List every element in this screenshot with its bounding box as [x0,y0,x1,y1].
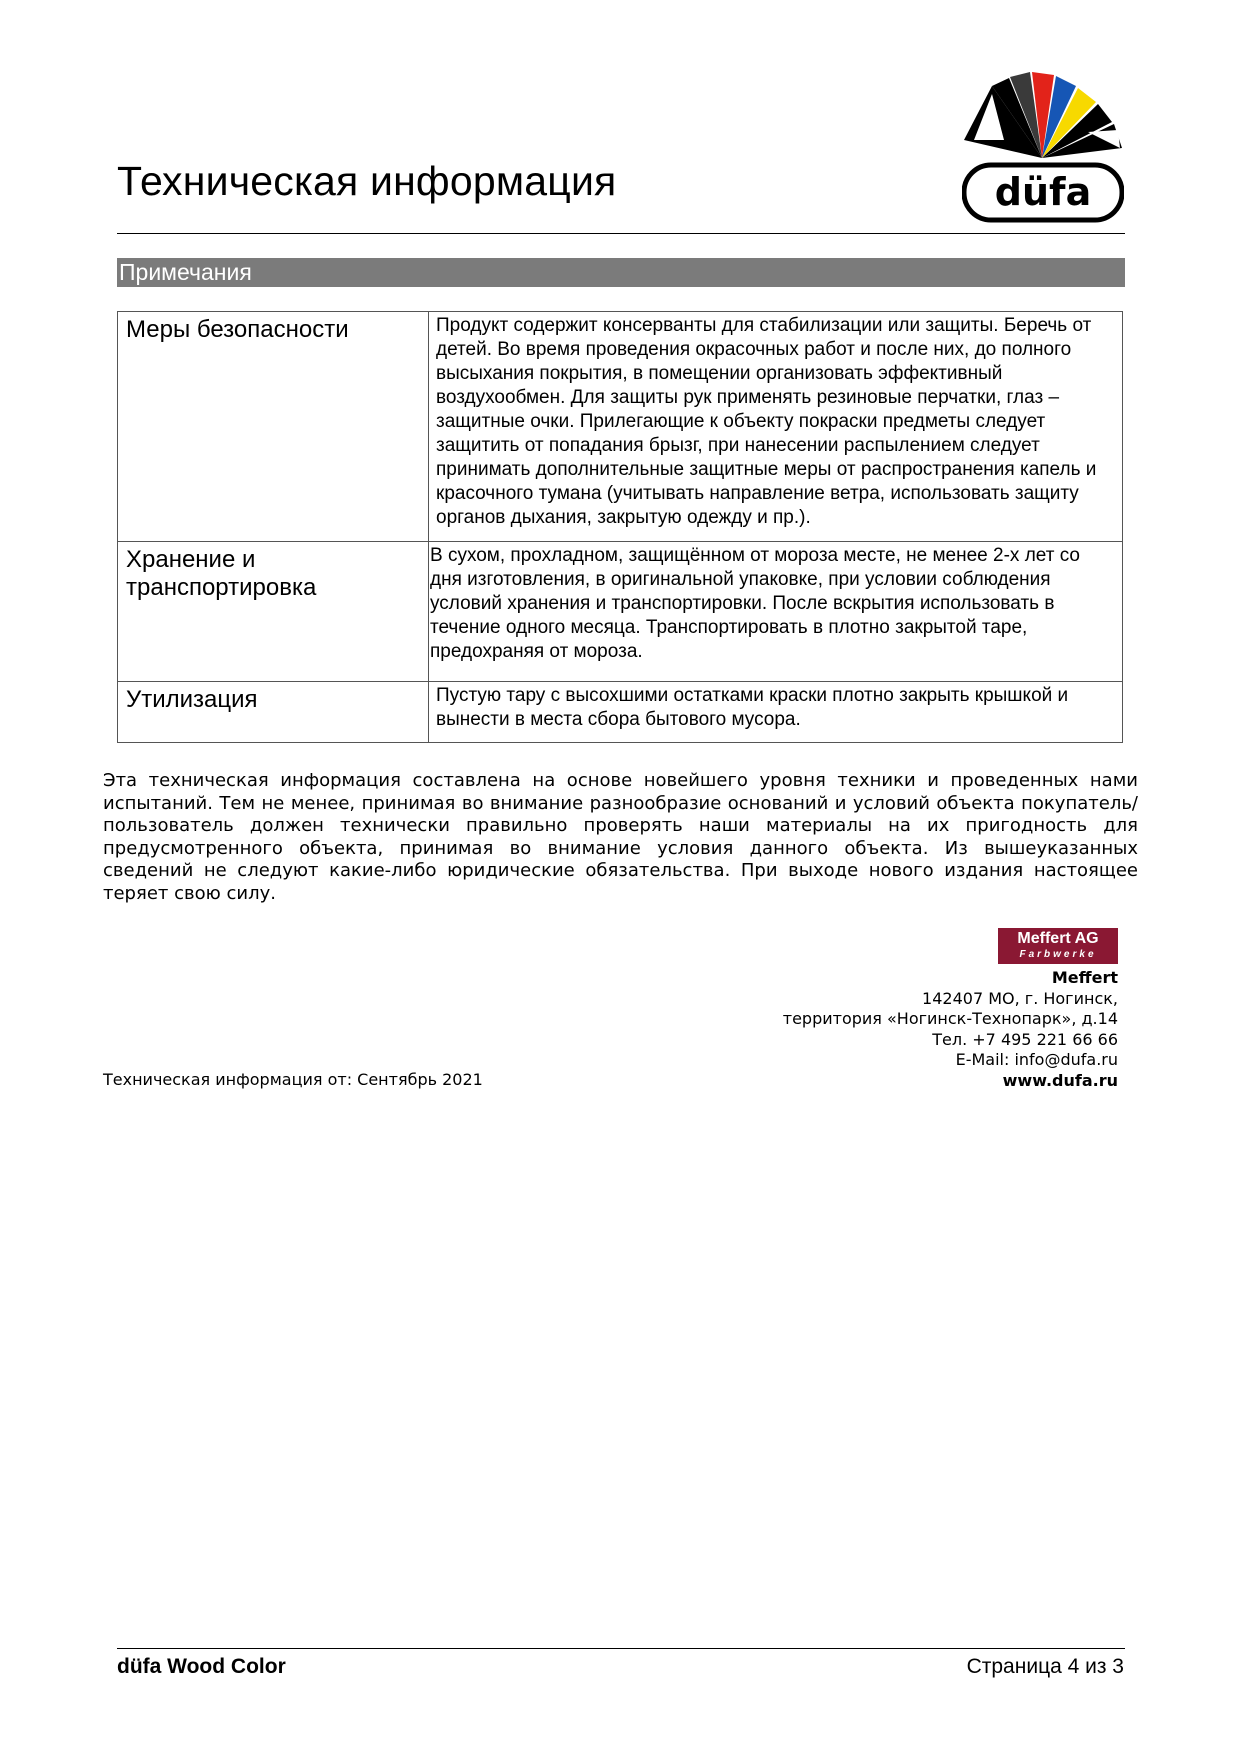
badge-sub: Farbwerke [1019,949,1097,960]
company-badge [998,928,1118,964]
header-divider [117,233,1125,234]
row-content: Продукт содержит консерванты для стабилизации или защиты. Беречь от детей. Во время проведения окрасочных работ и после них, до полного высыхания покрытия, в помещении организовать эффективный воздухообмен. Для защиты рук применять резиновые перчатки, глаз – защитные очки. Прилегающие к объекту покраски предметы следует защитить от попадания брызг, при нанесении распылением следует принимать дополнительные защитные меры от распространения капель и красочного тумана (учитывать направление ветра, использовать защиту органов дыхания, закрытую одежду и пр.). [429,312,1123,542]
logo-text: düfa [994,170,1092,214]
badge-name: Meffert AG [1017,930,1099,947]
website: www.dufa.ru [1002,1070,1118,1090]
row-label: Утилизация [118,682,429,743]
company-address [783,968,1118,1091]
logo-fan [964,72,1122,158]
address-line: 142407 МО, г. Ногинск, [922,988,1118,1008]
row-content: В сухом, прохладном, защищённом от мороза месте, не менее 2-х лет со дня изготовления, в оригинальной упаковке, при условии соблюдения условий хранения и транспортировки. После вскрытия использовать в течение одного месяца. Транспортировать в плотно закрытой таре, предохраняя от мороза. [429,542,1123,682]
page-title: Техническая информация [117,158,617,204]
footer-product: düfa Wood Color [117,1655,286,1678]
row-label: Меры безопасности [118,312,429,542]
phone: Тел. +7 495 221 66 66 [932,1029,1118,1049]
notes-table [117,311,1123,743]
company-name: Meffert [1051,968,1118,987]
table-row [118,682,1123,743]
email: E-Mail: info@dufa.ru [955,1050,1118,1069]
disclaimer: Эта техническая информация составлена на основе новейшего уровня техники и проведенных нами испытаний. Тем не менее, принимая во внимание разнообразие оснований и условий объекта покупатель/пользователь должен технически правильно проверять наши материалы на их пригодность для предусмотренного объекта, принимая во внимание условия данного объекта. Из вышеуказанных сведений не следуют какие-либо юридические обязательства. При выходе нового издания настоящее теряет свою силу. [103,770,1138,904]
row-content: Пустую тару с высохшими остатками краски плотно закрыть крышкой и вынести в места сбора бытового мусора. [429,682,1123,743]
document-date: Техническая информация от: Сентябрь 2021 [103,1070,483,1089]
section-heading: Примечания [117,258,1125,287]
address-line: территория «Ногинск-Технопарк», д.14 [782,1009,1118,1028]
dufa-logo [962,72,1124,232]
table-row [118,312,1123,542]
table-row [118,542,1123,682]
row-label: Хранение и транспортировка [118,542,429,682]
page-number: Страница 4 из 3 [966,1655,1124,1678]
footer-divider [117,1648,1125,1649]
